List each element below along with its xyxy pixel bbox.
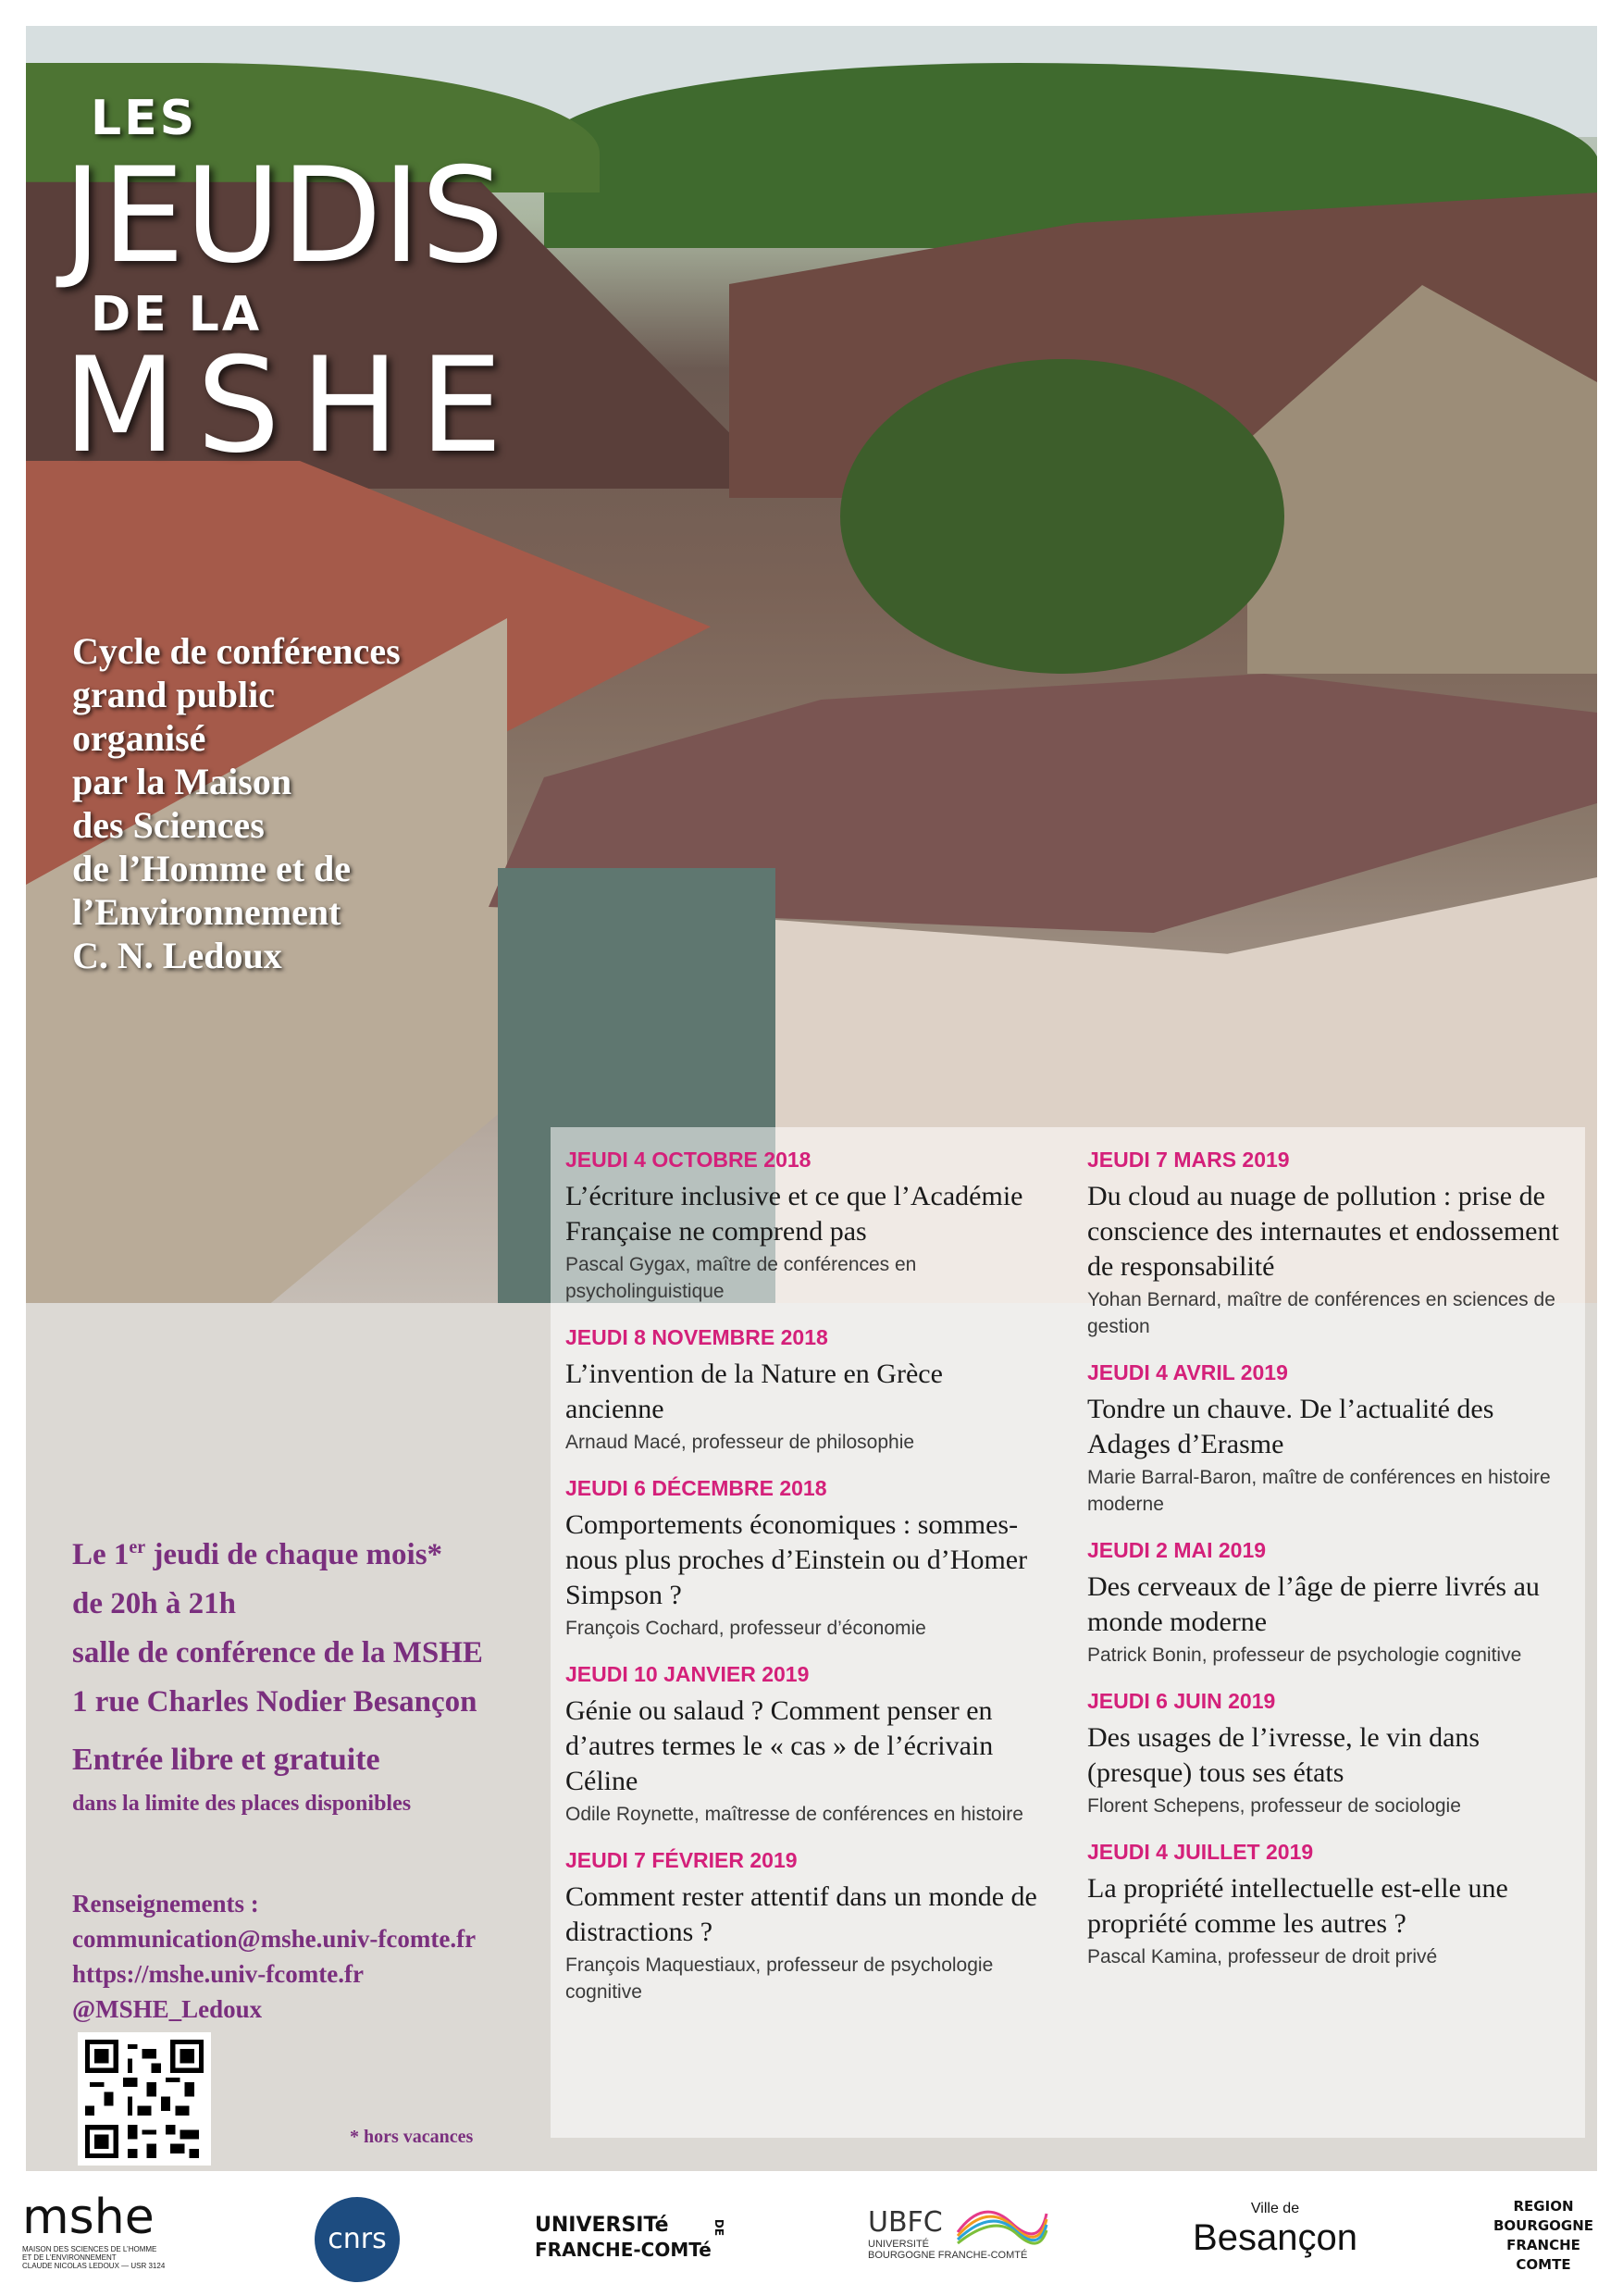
event-speaker: Odile Roynette, maîtresse de conférences en histoire bbox=[565, 1804, 1023, 1825]
event-date: JEUDI 4 OCTOBRE 2018 bbox=[565, 1148, 812, 1172]
contact-label: Renseignements : bbox=[72, 1890, 259, 1917]
event-title: Des cerveaux de l’âge de pierre livrés au monde moderne bbox=[1087, 1571, 1540, 1637]
event-date: JEUDI 2 MAI 2019 bbox=[1087, 1538, 1267, 1562]
event-item bbox=[565, 1323, 1047, 1456]
universite-franche-comte-logo[interactable]: UNIVERSITé FRANCHE-COMTé DE bbox=[535, 2214, 726, 2261]
event-title: Comportements économiques : sommes-nous plus proches d’Einstein ou d’Homer Simpson ? bbox=[565, 1509, 1028, 1610]
event-item bbox=[1087, 1838, 1578, 1970]
region-bourgogne-franche-comte-logo[interactable]: REGION BOURGOGNE FRANCHE COMTE bbox=[1493, 2198, 1594, 2273]
ubfc-logo[interactable]: UBFC UNIVERSITÉ BOURGOGNE FRANCHE-COMTÉ bbox=[868, 2195, 1081, 2261]
title-mshe: MSHE bbox=[63, 329, 524, 482]
event-speaker: Florent Schepens, professeur de sociologie bbox=[1087, 1795, 1461, 1817]
event-item bbox=[565, 1146, 1047, 1305]
event-title: Des usages de l’ivresse, le vin dans (presque) tous ses états bbox=[1087, 1722, 1481, 1788]
schedule-day: Le 1er jeudi de chaque mois* bbox=[72, 1537, 443, 1571]
event-title: Tondre un chauve. De l’actualité des Adages d’Erasme bbox=[1087, 1394, 1494, 1459]
contact-email-link[interactable]: communication@mshe.univ-fcomte.fr bbox=[72, 1925, 477, 1953]
event-item bbox=[565, 1660, 1047, 1828]
contact-info bbox=[72, 1886, 476, 2027]
event-item bbox=[1087, 1687, 1578, 1819]
cycle-line: de l’Homme et de bbox=[72, 848, 352, 889]
title-de-la: DE LA bbox=[91, 287, 263, 342]
event-item bbox=[565, 1846, 1047, 2005]
event-title: L’écriture inclusive et ce que l’Académie Française ne comprend pas bbox=[565, 1181, 1023, 1247]
qr-code-icon[interactable] bbox=[78, 2032, 211, 2166]
title-les: LES bbox=[91, 91, 198, 146]
event-speaker: François Cochard, professeur d’économie bbox=[565, 1618, 926, 1639]
event-item bbox=[1087, 1146, 1578, 1340]
event-item bbox=[1087, 1359, 1578, 1518]
cnrs-logo[interactable]: cnrs bbox=[315, 2197, 400, 2282]
entry-title: Entrée libre et gratuite bbox=[72, 1743, 380, 1777]
event-date: JEUDI 6 JUIN 2019 bbox=[1087, 1689, 1276, 1713]
event-date: JEUDI 7 MARS 2019 bbox=[1087, 1148, 1290, 1172]
cycle-line: des Sciences bbox=[72, 804, 265, 846]
footnote: * hors vacances bbox=[350, 2127, 474, 2147]
event-title: Comment rester attentif dans un monde de distractions ? bbox=[565, 1881, 1037, 1947]
cycle-description bbox=[72, 629, 461, 977]
event-item bbox=[1087, 1536, 1578, 1669]
photo-tree bbox=[840, 359, 1284, 674]
event-speaker: Patrick Bonin, professeur de psychologie cognitive bbox=[1087, 1644, 1522, 1666]
event-date: JEUDI 6 DÉCEMBRE 2018 bbox=[565, 1476, 827, 1500]
event-date: JEUDI 4 AVRIL 2019 bbox=[1087, 1360, 1288, 1384]
ville-de-besancon-logo[interactable]: Ville de Besançon bbox=[1193, 2201, 1357, 2258]
mshe-logo[interactable]: mshe MAISON DES SCIENCES DE L’HOMME ET DE L’ENVIRONNEMENT CLAUDE NICOLAS LEDOUX — USR 3124 bbox=[22, 2190, 166, 2270]
entry-note: dans la limite des places disponibles bbox=[72, 1792, 412, 1816]
program-panel bbox=[551, 1127, 1585, 2138]
cycle-line: par la Maison bbox=[72, 761, 292, 802]
schedule-time: de 20h à 21h bbox=[72, 1587, 236, 1620]
event-date: JEUDI 8 NOVEMBRE 2018 bbox=[565, 1325, 828, 1349]
event-item bbox=[565, 1474, 1047, 1642]
program-column-left bbox=[565, 1146, 1047, 2024]
event-date: JEUDI 10 JANVIER 2019 bbox=[565, 1662, 810, 1686]
event-date: JEUDI 7 FÉVRIER 2019 bbox=[565, 1848, 798, 1872]
cycle-line: grand public bbox=[72, 674, 275, 715]
contact-url-link[interactable]: https://mshe.univ-fcomte.fr bbox=[72, 1960, 364, 1988]
event-date: JEUDI 4 JUILLET 2019 bbox=[1087, 1840, 1314, 1864]
schedule-address: 1 rue Charles Nodier Besançon bbox=[72, 1685, 477, 1719]
event-speaker: François Maquestiaux, professeur de psychologie cognitive bbox=[565, 1955, 994, 2003]
event-title: Génie ou salaud ? Comment penser en d’autres termes le « cas » de l’écrivain Céline bbox=[565, 1695, 994, 1796]
cycle-line: C. N. Ledoux bbox=[72, 935, 282, 976]
schedule-info bbox=[72, 1523, 483, 1727]
partner-logos-bar bbox=[0, 2175, 1623, 2296]
schedule-room: salle de conférence de la MSHE bbox=[72, 1636, 483, 1669]
contact-twitter-link[interactable]: @MSHE_Ledoux bbox=[72, 1995, 263, 2023]
cycle-line: organisé bbox=[72, 717, 206, 759]
event-speaker: Yohan Bernard, maître de conférences en sciences de gestion bbox=[1087, 1289, 1555, 1337]
poster-photo-background bbox=[26, 26, 1597, 2171]
event-speaker: Pascal Kamina, professeur de droit privé bbox=[1087, 1946, 1438, 1967]
event-speaker: Pascal Gygax, maître de conférences en psycholinguistique bbox=[565, 1254, 917, 1302]
program-column-right bbox=[1087, 1146, 1578, 1989]
event-title: La propriété intellectuelle est-elle une propriété comme les autres ? bbox=[1087, 1873, 1508, 1939]
cycle-line: Cycle de conférences bbox=[72, 630, 401, 672]
event-title: L’invention de la Nature en Grèce ancienne bbox=[565, 1359, 943, 1424]
event-speaker: Arnaud Macé, professeur de philosophie bbox=[565, 1432, 915, 1453]
title-jeudis: JEUDIS bbox=[63, 140, 504, 292]
ubfc-wave-icon bbox=[956, 2195, 1048, 2247]
cycle-line: l’Environnement bbox=[72, 891, 341, 933]
event-title: Du cloud au nuage de pollution : prise de conscience des internautes et endossement de responsabilité bbox=[1087, 1181, 1559, 1282]
event-speaker: Marie Barral-Baron, maître de conférences en histoire moderne bbox=[1087, 1467, 1551, 1515]
